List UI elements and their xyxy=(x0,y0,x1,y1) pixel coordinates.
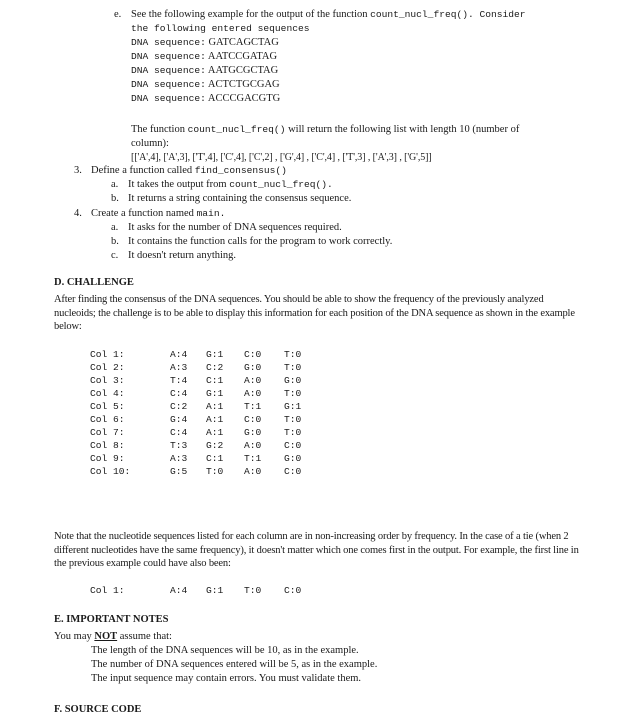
sequence-value: ACCCGACGTG xyxy=(207,93,281,104)
freq-cell: C:0 xyxy=(284,585,302,596)
sequence-label: DNA sequence: xyxy=(131,37,206,48)
item-3-marker: 3. xyxy=(74,165,82,176)
item-e-intro-consider: Consider xyxy=(473,9,526,20)
sequence-label: DNA sequence: xyxy=(131,93,206,104)
freq-cell: C:0 xyxy=(244,414,262,425)
sequence-line-5 xyxy=(131,92,280,106)
item-4-text xyxy=(91,207,225,221)
item-3b-text: It returns a string containing the consensus sequence. xyxy=(128,193,352,204)
freq-cell: T:0 xyxy=(284,349,302,360)
sequence-line-1 xyxy=(131,36,279,50)
item-4b-text: It contains the function calls for the program to work correctly. xyxy=(128,236,393,247)
freq-cell: G:1 xyxy=(206,585,224,596)
freq-cell: T:4 xyxy=(170,375,188,386)
freq-cell: A:0 xyxy=(244,466,262,477)
row-label: Col 4: xyxy=(90,388,125,399)
freq-cell: C:4 xyxy=(170,388,188,399)
item-e-intro-text: See the following example for the output of the function xyxy=(131,9,371,20)
row-label: Col 5: xyxy=(90,401,125,412)
freq-cell: A:0 xyxy=(244,388,262,399)
freq-cell: C:2 xyxy=(170,401,188,412)
freq-cell: C:4 xyxy=(170,427,188,438)
lead-text-b: assume that: xyxy=(117,631,172,642)
section-d-paragraph: After finding the consensus of the DNA sequences. You should be able to show the frequency of the previously analyzed nucleoids; the challenge is to be able to display this information for each position of the DNA sequence as shown in the example below: xyxy=(54,294,575,333)
row-label: Col 9: xyxy=(90,453,125,464)
row-label: Col 2: xyxy=(90,362,125,373)
item-3-code: find_consensus() xyxy=(194,165,287,176)
item-3a-marker: a. xyxy=(111,179,119,190)
sequence-line-2 xyxy=(131,50,277,64)
freq-cell: G:1 xyxy=(284,401,302,412)
sequence-value: GATCAGCTAG xyxy=(208,37,279,48)
freq-cell: T:0 xyxy=(244,585,262,596)
row-label: Col 7: xyxy=(90,427,125,438)
sequence-label: DNA sequence: xyxy=(131,51,206,62)
freq-cell: C:0 xyxy=(244,349,262,360)
freq-cell: A:1 xyxy=(206,414,224,425)
section-e-heading: E. IMPORTANT NOTES xyxy=(54,614,169,625)
freq-cell: G:0 xyxy=(284,453,302,464)
freq-cell: A:0 xyxy=(244,375,262,386)
freq-cell: G:0 xyxy=(244,427,262,438)
item-3-text xyxy=(91,164,287,178)
item-4b-marker: b. xyxy=(111,236,119,247)
freq-cell: A:4 xyxy=(170,349,188,360)
item-3b-marker: b. xyxy=(111,193,119,204)
item-4a-text: It asks for the number of DNA sequences required. xyxy=(128,222,342,233)
freq-cell: T:0 xyxy=(206,466,224,477)
freq-cell: T:0 xyxy=(284,414,302,425)
lead-not: NOT xyxy=(94,631,118,642)
freq-cell: A:3 xyxy=(170,362,188,373)
freq-cell: G:2 xyxy=(206,440,224,451)
item-4-text-a: Create a function named xyxy=(91,208,197,219)
freq-cell: G:5 xyxy=(170,466,188,477)
row-label: Col 1: xyxy=(90,349,125,360)
note-item: The input sequence may contain errors. You must validate them. xyxy=(91,673,362,684)
section-e-lead xyxy=(54,630,172,644)
sequence-label: DNA sequence: xyxy=(131,79,206,90)
freq-cell: C:0 xyxy=(284,466,302,477)
freq-cell: T:0 xyxy=(284,427,302,438)
freq-cell: T:1 xyxy=(244,401,262,412)
freq-cell: C:0 xyxy=(284,440,302,451)
return-code: count_nucl_freq() xyxy=(187,124,286,135)
lead-text-a: You may xyxy=(54,631,95,642)
freq-cell: A:0 xyxy=(244,440,262,451)
return-text-a: The function xyxy=(131,124,188,135)
row-label: Col 6: xyxy=(90,414,125,425)
freq-cell: C:1 xyxy=(206,375,224,386)
return-description xyxy=(131,123,519,137)
item-3-text-a: Define a function called xyxy=(91,165,195,176)
freq-cell: T:0 xyxy=(284,388,302,399)
freq-cell: A:1 xyxy=(206,401,224,412)
freq-cell: C:2 xyxy=(206,362,224,373)
item-3a-text-a: It takes the output from xyxy=(128,179,230,190)
note-item: The length of the DNA sequences will be 10, as in the example. xyxy=(91,645,359,656)
note-item: The number of DNA sequences entered will be 5, as in the example. xyxy=(91,659,378,670)
freq-cell: T:3 xyxy=(170,440,188,451)
item-3a-text xyxy=(128,178,333,192)
freq-cell: G:1 xyxy=(206,349,224,360)
sequence-line-4 xyxy=(131,78,280,92)
sequence-line-3 xyxy=(131,64,278,78)
freq-cell: A:1 xyxy=(206,427,224,438)
item-4c-text: It doesn't return anything. xyxy=(128,250,237,261)
row-label: Col 8: xyxy=(90,440,125,451)
tie-note: Note that the nucleotide sequences listed for each column are in non-increasing order by frequency. In the case of a tie (when 2 different nucleotides have the same frequency), it doesn't matter which one comes first in the output. For example, the first line in the previous example could have also been: xyxy=(54,531,579,570)
freq-cell: A:3 xyxy=(170,453,188,464)
item-4c-marker: c. xyxy=(111,250,119,261)
row-label: Col 3: xyxy=(90,375,125,386)
freq-cell: C:1 xyxy=(206,453,224,464)
sequence-value: AATGCGCTAG xyxy=(207,65,279,76)
item-4-marker: 4. xyxy=(74,208,82,219)
row-label: Col 10: xyxy=(90,466,131,477)
return-text-b: will return the following list with length 10 (number of xyxy=(285,124,520,135)
item-e-intro xyxy=(131,8,526,22)
freq-cell: G:1 xyxy=(206,388,224,399)
item-e-line2: the following entered sequences xyxy=(131,23,310,34)
freq-cell: G:0 xyxy=(284,375,302,386)
item-3a-code: count_nucl_freq(). xyxy=(229,179,333,190)
item-e-marker: e. xyxy=(114,9,122,20)
freq-cell: A:4 xyxy=(170,585,188,596)
freq-cell: T:1 xyxy=(244,453,262,464)
item-4a-marker: a. xyxy=(111,222,119,233)
return-list: [['A',4], ['A',3], ['T',4], ['C',4], ['C',2] , ['G',4] , ['C',4] , ['T',3] , ['A',3] , ['G',5]] xyxy=(131,152,432,163)
freq-cell: T:0 xyxy=(284,362,302,373)
freq-cell: G:0 xyxy=(244,362,262,373)
row-label: Col 1: xyxy=(90,585,125,596)
section-d-heading: D. CHALLENGE xyxy=(54,277,134,288)
sequence-label: DNA sequence: xyxy=(131,65,206,76)
freq-cell: G:4 xyxy=(170,414,188,425)
return-column-text: column): xyxy=(131,138,169,149)
item-4-code: main. xyxy=(196,208,226,219)
item-e-intro-code: count_nucl_freq(). xyxy=(370,9,474,20)
sequence-value: AATCCGATAG xyxy=(207,51,278,62)
sequence-value: ACTCTGCGAG xyxy=(207,79,280,90)
section-f-heading: F. SOURCE CODE xyxy=(54,704,142,715)
